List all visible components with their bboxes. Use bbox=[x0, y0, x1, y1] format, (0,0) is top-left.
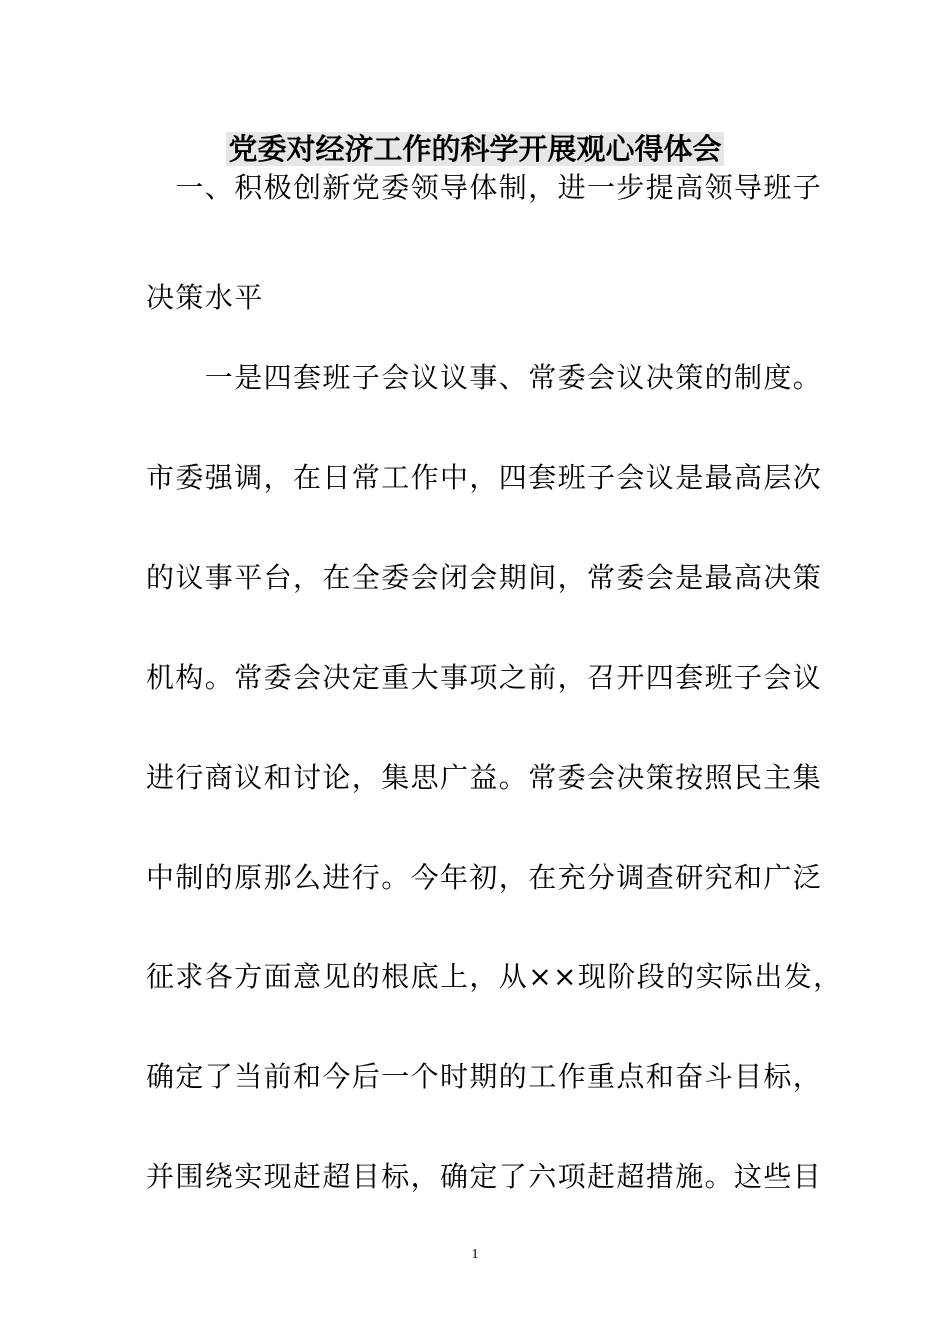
body-line-8: 中制的原那么进行。今年初，在充分调查研究和广泛 bbox=[146, 861, 823, 894]
body-line-1: 一、积极创新党委领导体制，进一步提高领导班子 bbox=[146, 171, 823, 204]
body-line-9: 征求各方面意见的根底上，从××现阶段的实际出发， bbox=[146, 960, 843, 993]
body-line-5: 的议事平台，在全委会闭会期间，常委会是最高决策 bbox=[146, 561, 823, 594]
document-title bbox=[0, 131, 950, 167]
body-line-2: 决策水平 bbox=[146, 281, 264, 314]
document-title-text: 党委对经济工作的科学开展观心得体会 bbox=[228, 132, 722, 166]
body-line-11: 并围绕实现赶超目标，确定了六项赶超措施。这些目 bbox=[146, 1160, 823, 1193]
body-line-3: 一是四套班子会议议事、常委会议决策的制度。 bbox=[146, 361, 823, 394]
body-line-6: 机构。常委会决定重大事项之前，召开四套班子会议 bbox=[146, 661, 823, 694]
body-line-4: 市委强调，在日常工作中，四套班子会议是最高层次 bbox=[146, 461, 823, 494]
page-number: 1 bbox=[471, 1247, 479, 1262]
body-line-10: 确定了当前和今后一个时期的工作重点和奋斗目标， bbox=[146, 1060, 823, 1093]
body-line-7: 进行商议和讨论，集思广益。常委会决策按照民主集 bbox=[146, 761, 823, 794]
